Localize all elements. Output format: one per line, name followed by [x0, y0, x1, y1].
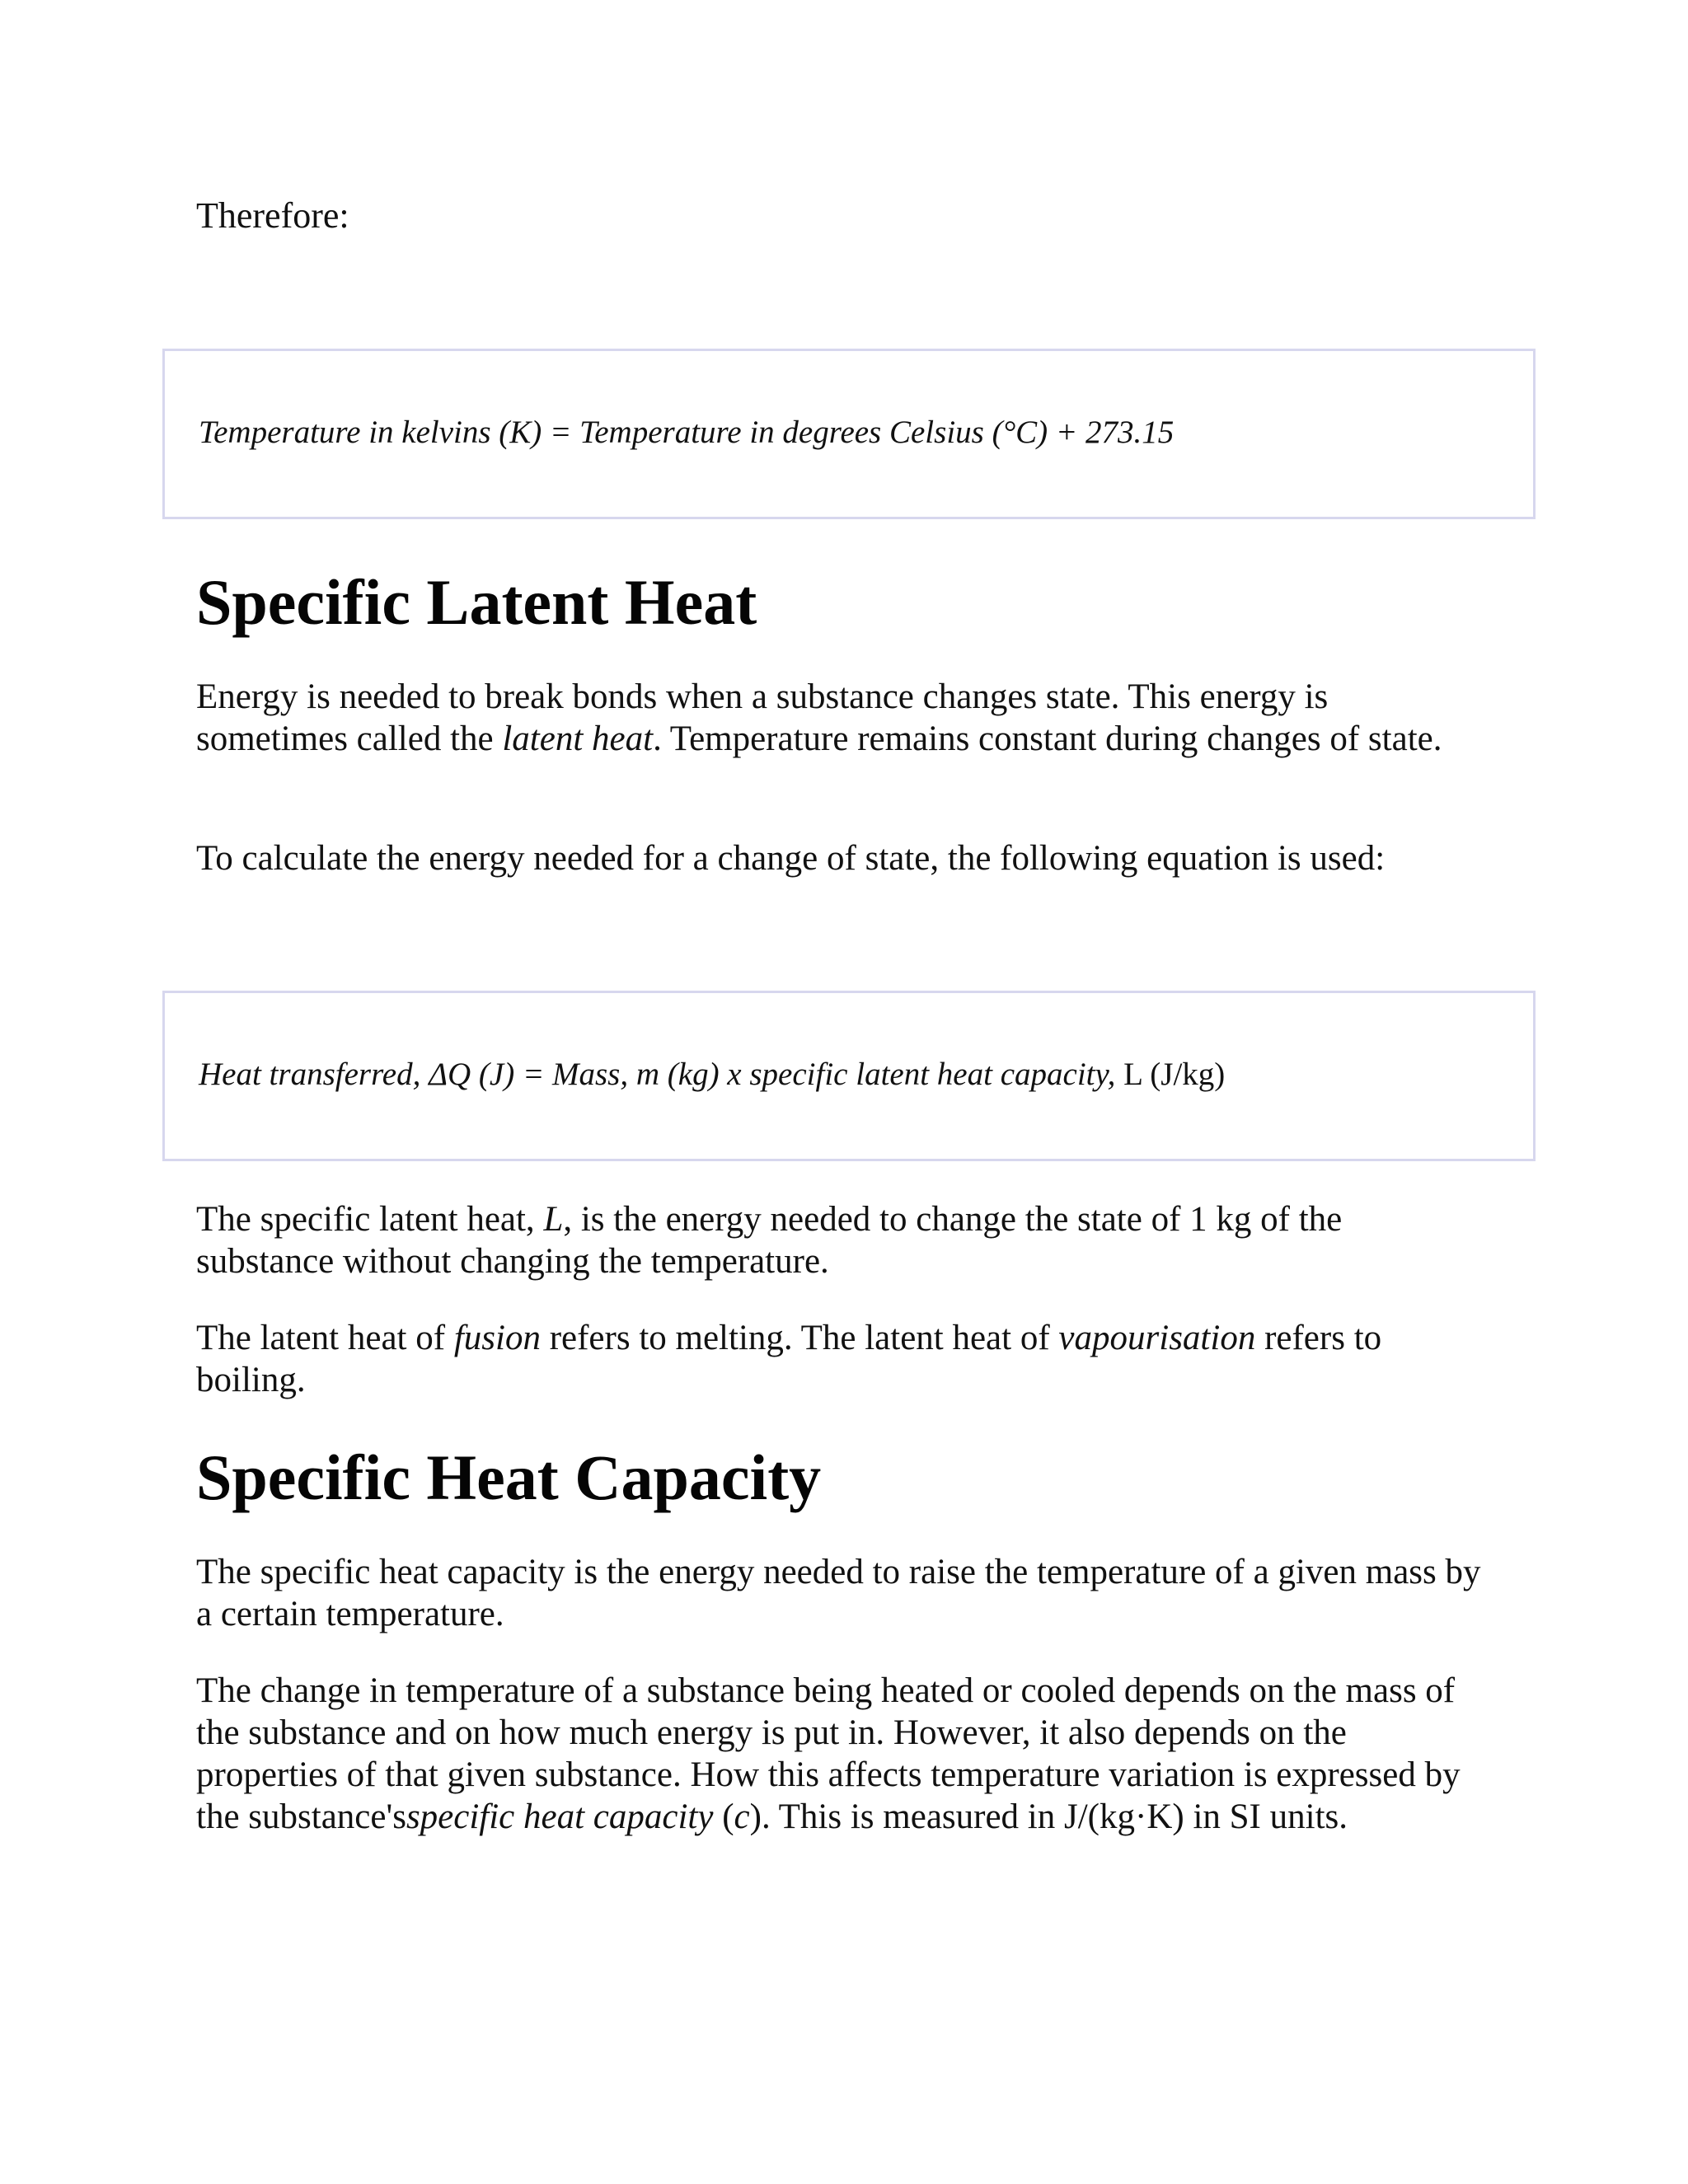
latent-paragraph-4-end: refers to boiling. [196, 1319, 1382, 1399]
latent-paragraph-2: To calculate the energy needed for a change of state, the following equation is used: [196, 839, 1386, 878]
latent-heat-term: latent heat [502, 719, 654, 758]
capacity-paragraph-2 [196, 1670, 1482, 1838]
fusion-term: fusion [453, 1319, 541, 1357]
latent-paragraph-1-start: Energy is needed to break bonds when a substance changes state. This energy is sometimes called the [196, 677, 1329, 758]
latent-symbol-l: L [543, 1200, 564, 1239]
latent-paragraph-4 [196, 1317, 1482, 1401]
latent-paragraph-4-middle: refers to melting. The latent heat of [540, 1319, 1059, 1357]
latent-paragraph-1-end: . Temperature remains constant during changes of state. [653, 719, 1442, 758]
vapourisation-term: vapourisation [1058, 1319, 1256, 1357]
latent-paragraph-3-end: , is the energy needed to change the state of 1 kg of the substance without changing the temperature. [196, 1200, 1343, 1281]
latent-paragraph-3 [196, 1198, 1482, 1282]
kelvin-equation-text: Temperature in kelvins (K) = Temperature in degrees Celsius (°C) + 273.15 [199, 415, 1175, 450]
capacity-paragraph-2-start: The change in temperature of a substance being heated or cooled depends on the mass of the substance and on how much energy is put in. However, it also depends on the properties of that given substance. How this affects temperature variation is expressed by the substance's [196, 1671, 1461, 1836]
latent-equation [199, 1056, 1225, 1094]
therefore-text: Therefore: [196, 195, 349, 236]
latent-equation-part-1: Heat transferred, ΔQ (J) = Mass, m (kg) x specific latent heat capacity, [199, 1057, 1124, 1092]
latent-paragraph-3-start: The specific latent heat, [196, 1200, 544, 1239]
heading-specific-heat-capacity: Specific Heat Capacity [196, 1441, 822, 1513]
capacity-paragraph-1: The specific heat capacity is the energy needed to raise the temperature of a given mass by a certain temperature. [196, 1553, 1481, 1633]
latent-equation-part-2: L (J/kg) [1123, 1057, 1226, 1092]
latent-paragraph-4-start: The latent heat of [196, 1319, 454, 1357]
heading-specific-latent-heat: Specific Latent Heat [196, 566, 757, 638]
kelvin-equation-box [162, 349, 1536, 519]
kelvin-equation [199, 414, 1174, 452]
latent-equation-box [162, 991, 1536, 1161]
capacity-paragraph-2-open: ( [713, 1797, 734, 1836]
capacity-paragraph-2-end: ). This is measured in J/(kg·K) in SI units. [749, 1797, 1348, 1836]
latent-paragraph-1 [196, 676, 1482, 760]
specific-heat-capacity-term: specific heat capacity [406, 1797, 714, 1836]
capacity-symbol-c: c [734, 1797, 750, 1836]
